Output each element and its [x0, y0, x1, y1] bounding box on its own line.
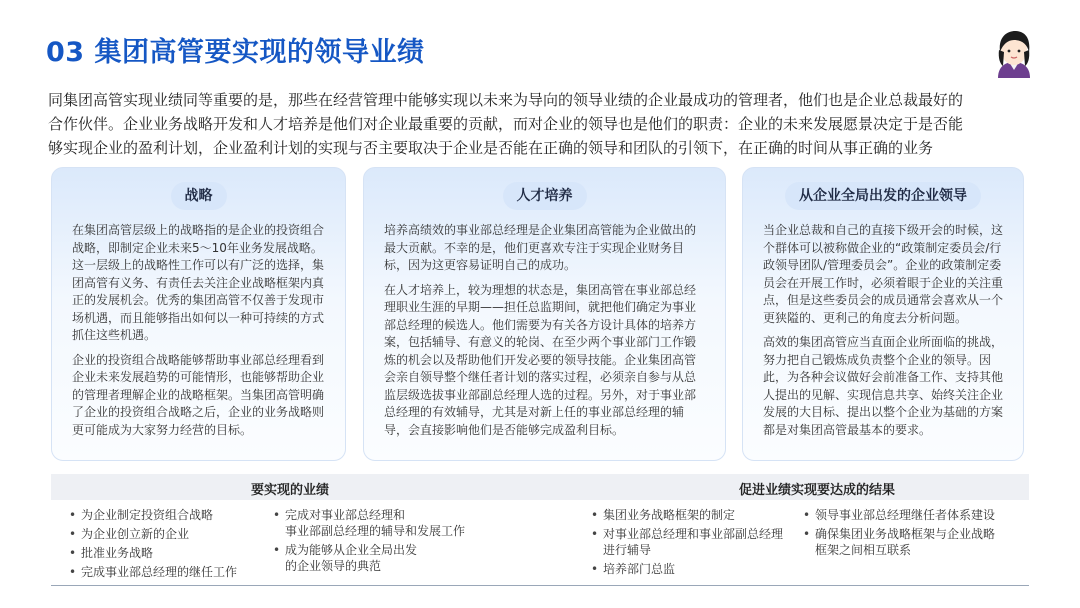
card-enterprise-leadership: [742, 167, 1024, 461]
list-item-line: • 完成对事业部总经理和: [285, 508, 406, 522]
list-item-line: • 集团业务战略框架的制定: [603, 508, 736, 522]
card-title: 人才培养: [503, 182, 587, 210]
card-paragraph: 在集团高管层级上的战略指的是企业的投资组合战略，即制定企业未来5～10年业务发展战略。这一层级上的战略性工作可以有广泛的选择，集团高管有义务、有责任去关注企业战略框架内真正的发展机会。优秀的集团高管不仅善于发现市场机遇，而且能够指出如何以一种可持续的方式抓住这些机遇。: [72, 223, 325, 342]
card-paragraph: 高效的集团高管应当直面企业所面临的挑战，努力把自己锻炼成负责整个企业的领导。因此，为各种会议做好会前准备工作、支持其他人提出的见解、实现信息共享、始终关注企业发展的大目标、提出以整个企业为基础的方案都是对集团高管最基本的要求。: [763, 335, 1004, 437]
list-item-line: • 成为能够从企业全局出发: [285, 543, 418, 557]
list-item: • 为企业制定投资组合战略: [69, 507, 269, 523]
performance-list-1: [69, 507, 269, 583]
header-performance: 要实现的业绩: [251, 483, 330, 498]
header-results: 促进业绩实现要达成的结果: [739, 483, 896, 498]
card-paragraph: 培养高绩效的事业部总经理是企业集团高管能为企业做出的最大贡献。不幸的是，他们更喜欢专注于实现企业财务目标，因为这更容易证明自己的成功。: [384, 223, 697, 272]
avatar-icon: [992, 28, 1036, 78]
page-title: 03 集团高管要实现的领导业绩: [46, 37, 425, 68]
card-title: 战略: [171, 182, 227, 210]
intro-line: 够实现企业的盈利计划，企业盈利计划的实现与否主要取决于企业是否能在正确的领导和团队的引领下，在正确的时间从事正确的业务: [48, 139, 934, 157]
card-paragraph: 当企业总裁和自己的直接下级开会的时候，这个群体可以被称做企业的“政策制定委员会/行政领导团队/管理委员会”。企业的政策制定委员会在开展工作时，必须着眼于企业的关注重点，但是这些委员会的成员通常会喜欢从一个更狭隘的、更利己的角度去分析问题。: [763, 223, 1004, 325]
intro-paragraph: [48, 88, 1038, 160]
list-item-line: 的企业领导的典范: [285, 559, 382, 573]
card-title: 从企业全局出发的企业领导: [785, 182, 981, 210]
list-item: • 完成事业部总经理的继任工作: [69, 564, 269, 580]
card-body: [384, 222, 707, 446]
list-item: • 为企业创立新的企业: [69, 526, 269, 542]
list-item: [803, 526, 1029, 558]
list-item-line: 事业部副总经理的辅导和发展工作: [285, 524, 466, 538]
intro-line: 同集团高管实现业绩同等重要的是，那些在经营管理中能够实现以未来为导向的领导业绩的企业最成功的管理者，他们也是企业总裁最好的: [48, 91, 964, 109]
list-item: [273, 542, 503, 574]
card-paragraph: 企业的投资组合战略能够帮助事业部总经理看到企业未来发展趋势的可能情形，也能够帮助企业的管理者理解企业的战略框架。当集团高管明确了企业的投资组合战略之后，企业的业务战略则更可能成为大家努力经营的目标。: [72, 352, 325, 437]
card-strategy: [51, 167, 346, 461]
list-item: [273, 507, 503, 539]
list-item-line: • 领导事业部总经理继任者体系建设: [815, 508, 996, 522]
list-item-line: • 对事业部总经理和事业部副总经理: [603, 527, 784, 541]
card-paragraph: 在人才培养上，较为理想的状态是，集团高管在事业部总经理职业生涯的早期——担任总监期间，就把他们确定为事业部总经理的候选人。他们需要为有关各方设计具体的培养方案，包括辅导、有意义的轮岗、在至少两个事业部门工作锻炼的机会以及帮助他们开发必要的领导技能。企业集团高管会亲自领导整个继任者计划的落实过程，必须亲自参与从总监层级选拔事业部副总经理人选的过程。另外，对于事业部总经理的有效辅导，尤其是对新上任的事业部总经理的辅导，会直接影响他们是否能够完成盈利目标。: [384, 282, 697, 437]
results-table: [51, 474, 1029, 586]
results-list-2: [803, 507, 1029, 561]
list-item: [803, 507, 1029, 523]
card-body: [72, 222, 327, 446]
list-item: [591, 526, 811, 558]
results-list-1: [591, 507, 811, 580]
list-item-line: 框架之间相互联系: [815, 543, 912, 557]
list-item: [591, 507, 811, 523]
list-item: • 批准业务战略: [69, 545, 269, 561]
list-item: [591, 561, 811, 577]
card-body: [763, 222, 1005, 446]
card-talent-development: [363, 167, 726, 461]
intro-line: 合作伙伴。企业业务战略开发和人才培养是他们对企业最重要的贡献，而对企业的领导也是他们的职责：企业的未来发展愿景决定于是否能: [48, 115, 964, 133]
list-item-line: 进行辅导: [603, 543, 652, 557]
list-item-line: • 确保集团业务战略框架与企业战略: [815, 527, 996, 541]
list-item-line: • 培养部门总监: [603, 562, 676, 576]
performance-list-2: [273, 507, 503, 577]
